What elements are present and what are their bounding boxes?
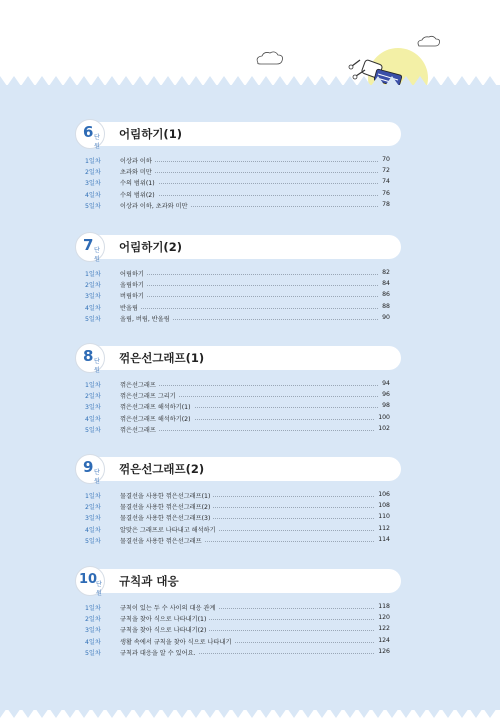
lesson-day: 3일차 xyxy=(85,180,101,188)
lesson-day: 3일차 xyxy=(85,404,101,412)
unit-title: 꺾은선그래프(2) xyxy=(119,462,205,476)
lesson-page: 82 xyxy=(379,269,390,276)
dotted-leader xyxy=(122,195,378,196)
lesson-row[interactable] xyxy=(0,425,500,436)
lesson-row[interactable] xyxy=(0,391,500,402)
lesson-page: 110 xyxy=(375,513,390,520)
lesson-page: 118 xyxy=(375,603,390,610)
dotted-leader xyxy=(122,285,378,286)
lesson-title: 꺾은선그래프 xyxy=(120,380,159,389)
unit-number: 7 xyxy=(83,236,94,254)
lesson-title: 반올림 xyxy=(120,303,141,312)
unit-number-suffix: 단원 xyxy=(94,134,100,150)
lesson-day: 4일차 xyxy=(85,638,101,646)
lesson-page: 126 xyxy=(375,648,390,655)
lesson-title: 이상과 이하, 초과와 미만 xyxy=(120,201,191,210)
lesson-day: 5일차 xyxy=(85,426,101,434)
lesson-title: 올림하기 xyxy=(120,280,147,289)
unit-title: 꺾은선그래프(1) xyxy=(119,351,205,365)
dotted-leader xyxy=(122,308,378,309)
lesson-page: 72 xyxy=(379,167,390,174)
lesson-day: 2일차 xyxy=(85,169,101,177)
lesson-row[interactable] xyxy=(0,201,500,212)
lesson-day: 1일차 xyxy=(85,382,101,389)
lesson-page: 76 xyxy=(379,190,390,197)
unit-number-suffix: 단원 xyxy=(94,247,100,263)
unit-number: 10 xyxy=(79,572,98,587)
lesson-page: 120 xyxy=(375,614,390,621)
lesson-title: 물결선을 사용한 꺾은선그래프(1) xyxy=(120,491,213,500)
lesson-title: 규칙과 대응을 알 수 있어요. xyxy=(120,648,199,657)
lesson-row[interactable] xyxy=(0,269,500,280)
unit-number-suffix: 단원 xyxy=(94,358,100,374)
lesson-row[interactable] xyxy=(0,637,500,648)
lesson-row[interactable] xyxy=(0,291,500,302)
lesson-row[interactable] xyxy=(0,190,500,201)
lesson-day: 4일차 xyxy=(85,526,101,534)
unit-number-suffix: 단원 xyxy=(96,581,102,597)
lesson-title: 올림, 버림, 반올림 xyxy=(120,314,173,323)
dotted-leader xyxy=(122,161,378,162)
lesson-row[interactable] xyxy=(0,280,500,291)
lesson-day: 1일차 xyxy=(85,271,101,278)
lesson-day: 1일차 xyxy=(85,493,101,500)
unit-title: 규칙과 대응 xyxy=(119,574,179,588)
lesson-title: 버림하기 xyxy=(120,291,147,300)
lesson-page: 96 xyxy=(379,391,390,398)
unit-header xyxy=(77,346,401,374)
lesson-page: 122 xyxy=(375,625,390,632)
unit-header xyxy=(77,122,401,150)
lesson-page: 106 xyxy=(375,491,390,498)
lesson-day: 5일차 xyxy=(85,315,101,323)
lesson-day: 3일차 xyxy=(85,293,101,301)
dotted-leader xyxy=(122,296,378,297)
cloud-icon xyxy=(418,36,440,46)
lesson-row[interactable] xyxy=(0,167,500,178)
lesson-title: 꺾은선그래프 그리기 xyxy=(120,391,179,400)
unit-header xyxy=(77,569,401,597)
lesson-title: 물결선을 사용한 꺾은선그래프 xyxy=(120,536,205,545)
unit-number: 6 xyxy=(83,123,94,141)
lesson-row[interactable] xyxy=(0,536,500,547)
lesson-row[interactable] xyxy=(0,156,500,167)
lesson-page: 90 xyxy=(379,314,390,321)
lesson-page: 98 xyxy=(379,402,390,409)
unit-number-badge xyxy=(75,343,105,373)
unit-number-badge xyxy=(75,454,105,484)
lesson-page: 88 xyxy=(379,303,390,310)
lesson-day: 4일차 xyxy=(85,415,101,423)
lesson-page: 112 xyxy=(375,525,390,532)
lesson-day: 1일차 xyxy=(85,605,101,612)
lesson-row[interactable] xyxy=(0,648,500,659)
lesson-row[interactable] xyxy=(0,525,500,536)
unit-number-badge xyxy=(75,119,105,149)
lesson-row[interactable] xyxy=(0,303,500,314)
lesson-title: 꺾은선그래프 해석하기(1) xyxy=(120,402,194,411)
lesson-row[interactable] xyxy=(0,380,500,391)
unit-number-badge xyxy=(75,566,105,596)
lesson-title: 수의 범위(1) xyxy=(120,178,158,187)
lesson-day: 4일차 xyxy=(85,304,101,312)
lesson-title: 수의 범위(2) xyxy=(120,190,158,199)
lesson-title: 어림하기 xyxy=(120,269,147,278)
unit-title: 어림하기(2) xyxy=(119,240,182,254)
unit-number: 9 xyxy=(83,458,94,476)
lesson-title: 꺾은선그래프 xyxy=(120,425,159,434)
lesson-title: 초과와 미만 xyxy=(120,167,155,176)
unit-header xyxy=(77,235,401,263)
lesson-row[interactable] xyxy=(0,625,500,636)
lesson-title: 생활 속에서 규칙을 찾아 식으로 나타내기 xyxy=(120,637,234,646)
lesson-row[interactable] xyxy=(0,603,500,614)
lesson-page: 108 xyxy=(375,502,390,509)
dotted-leader xyxy=(122,274,378,275)
lesson-title: 물결선을 사용한 꺾은선그래프(3) xyxy=(120,513,213,522)
dotted-leader xyxy=(122,385,378,386)
lesson-page: 102 xyxy=(375,425,390,432)
lesson-row[interactable] xyxy=(0,314,500,325)
dotted-leader xyxy=(122,183,378,184)
lesson-row[interactable] xyxy=(0,402,500,413)
lesson-page: 124 xyxy=(375,637,390,644)
lesson-row[interactable] xyxy=(0,502,500,513)
lesson-title: 규칙을 찾아 식으로 나타내기(1) xyxy=(120,614,209,623)
lesson-page: 114 xyxy=(375,536,390,543)
dotted-leader xyxy=(122,172,378,173)
lesson-title: 물결선을 사용한 꺾은선그래프(2) xyxy=(120,502,213,511)
lesson-page: 94 xyxy=(379,380,390,387)
lesson-title: 규칙을 찾아 식으로 나타내기(2) xyxy=(120,625,209,634)
lesson-title: 꺾은선그래프 해석하기(2) xyxy=(120,414,194,423)
lesson-row[interactable] xyxy=(0,414,500,425)
unit-number-suffix: 단원 xyxy=(94,469,100,485)
unit-header xyxy=(77,457,401,485)
lesson-day: 5일차 xyxy=(85,649,101,657)
lesson-page: 70 xyxy=(379,156,390,163)
lesson-page: 74 xyxy=(379,178,390,185)
unit-number-badge xyxy=(75,232,105,262)
dotted-leader xyxy=(122,430,378,431)
lesson-day: 2일차 xyxy=(85,282,101,290)
lesson-day: 2일차 xyxy=(85,504,101,512)
lesson-page: 100 xyxy=(375,414,390,421)
lesson-row[interactable] xyxy=(0,491,500,502)
lesson-day: 1일차 xyxy=(85,158,101,165)
panel-wave-bottom xyxy=(0,708,500,720)
unit-number: 8 xyxy=(83,347,94,365)
lesson-day: 5일차 xyxy=(85,202,101,210)
lesson-day: 5일차 xyxy=(85,537,101,545)
lesson-day: 4일차 xyxy=(85,191,101,199)
lesson-row[interactable] xyxy=(0,513,500,524)
lesson-title: 알맞은 그래프로 나타내고 해석하기 xyxy=(120,525,219,534)
lesson-day: 3일차 xyxy=(85,627,101,635)
cloud-icon xyxy=(257,52,282,64)
lesson-row[interactable] xyxy=(0,178,500,189)
lesson-row[interactable] xyxy=(0,614,500,625)
unit-title: 어림하기(1) xyxy=(119,127,182,141)
lesson-page: 86 xyxy=(379,291,390,298)
lesson-title: 이상과 이하 xyxy=(120,156,155,165)
lesson-page: 78 xyxy=(379,201,390,208)
lesson-day: 2일차 xyxy=(85,616,101,624)
lesson-title: 규칙이 있는 두 수 사이의 대응 관계 xyxy=(120,603,218,612)
lesson-day: 3일차 xyxy=(85,515,101,523)
lesson-page: 84 xyxy=(379,280,390,287)
lesson-day: 2일차 xyxy=(85,393,101,401)
